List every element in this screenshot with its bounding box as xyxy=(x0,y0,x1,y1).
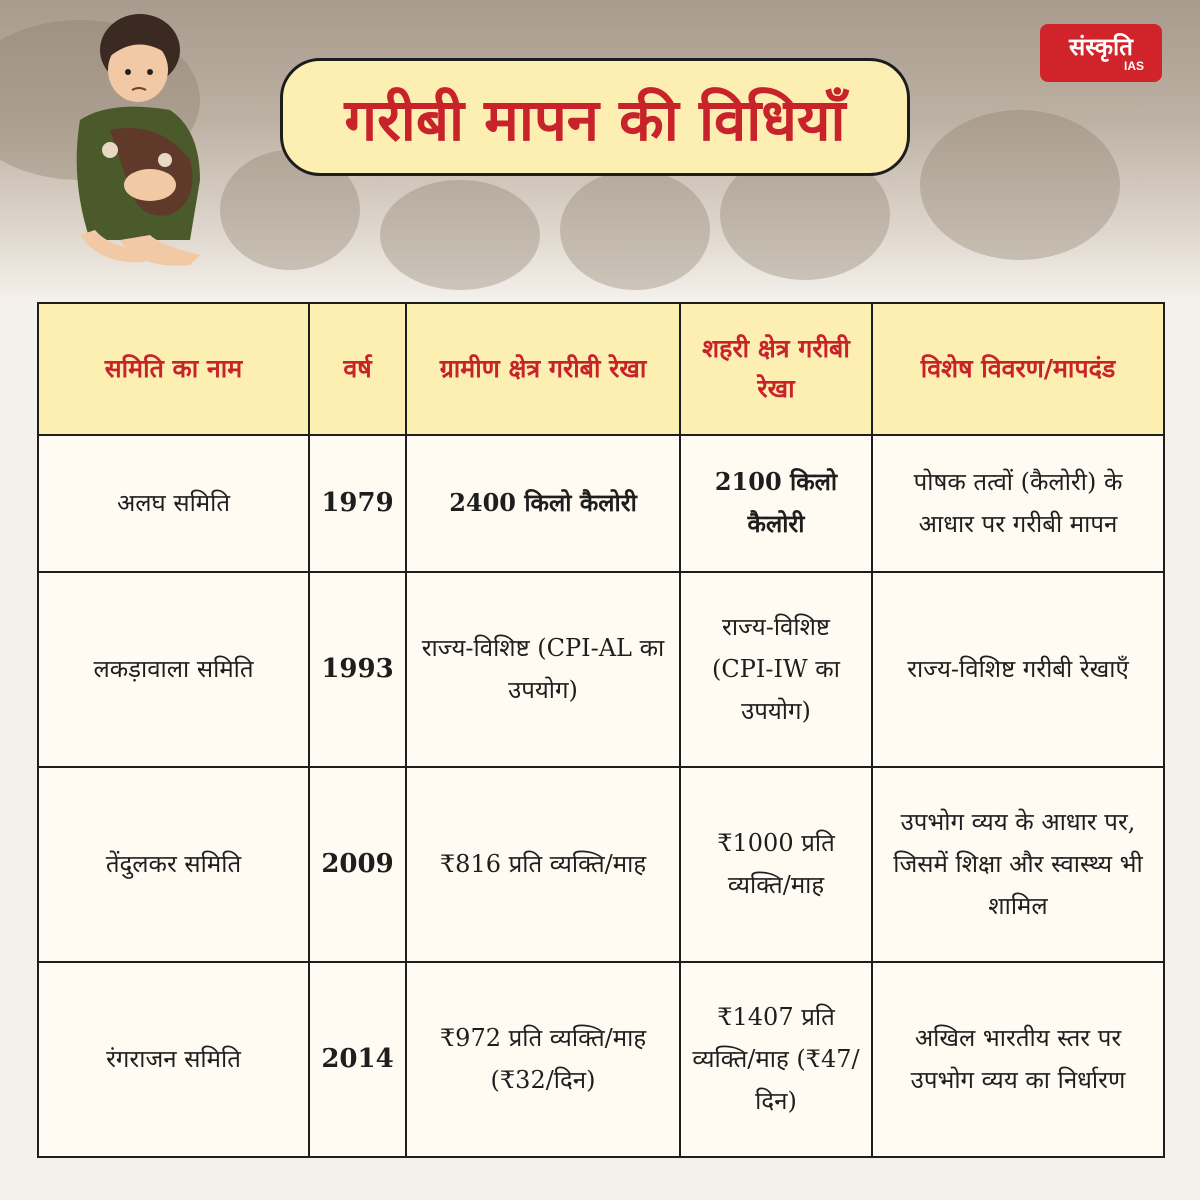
rural-line: ₹972 प्रति व्यक्ति/माह (₹32/दिन) xyxy=(406,962,680,1157)
header-rural-line: ग्रामीण क्षेत्र गरीबी रेखा xyxy=(406,303,680,435)
header-committee-name: समिति का नाम xyxy=(38,303,309,435)
rural-line: ₹816 प्रति व्यक्ति/माह xyxy=(406,767,680,962)
urban-line: राज्य-विशिष्ट (CPI-IW का उपयोग) xyxy=(680,572,872,767)
urban-line: 2100 किलो कैलोरी xyxy=(680,435,872,572)
committee-name: तेंदुलकर समिति xyxy=(38,767,309,962)
table-header-row xyxy=(38,303,1164,435)
header-year: वर्ष xyxy=(309,303,406,435)
brand-logo xyxy=(1040,24,1162,82)
details: उपभोग व्यय के आधार पर, जिसमें शिक्षा और स्वास्थ्य भी शामिल xyxy=(872,767,1164,962)
brand-sub: IAS xyxy=(1123,59,1144,73)
table-row xyxy=(38,435,1164,572)
details: पोषक तत्वों (कैलोरी) के आधार पर गरीबी मापन xyxy=(872,435,1164,572)
header-details: विशेष विवरण/मापदंड xyxy=(872,303,1164,435)
table-row xyxy=(38,572,1164,767)
committee-table xyxy=(37,302,1165,1158)
header-urban-line: शहरी क्षेत्र गरीबी रेखा xyxy=(680,303,872,435)
committee-name: लकड़ावाला समिति xyxy=(38,572,309,767)
committee-year: 1993 xyxy=(309,572,406,767)
table-row xyxy=(38,962,1164,1157)
title-banner xyxy=(280,58,910,176)
committee-name: रंगराजन समिति xyxy=(38,962,309,1157)
page-title: गरीबी मापन की विधियाँ xyxy=(344,85,846,154)
committee-year: 1979 xyxy=(309,435,406,572)
rural-line: राज्य-विशिष्ट (CPI-AL का उपयोग) xyxy=(406,572,680,767)
urban-line: ₹1407 प्रति व्यक्ति/माह (₹47/दिन) xyxy=(680,962,872,1157)
sad-child-illustration xyxy=(50,10,225,280)
committee-name: अलघ समिति xyxy=(38,435,309,572)
committee-year: 2009 xyxy=(309,767,406,962)
urban-line: ₹1000 प्रति व्यक्ति/माह xyxy=(680,767,872,962)
brand-name: संस्कृति xyxy=(1069,33,1133,61)
table-row xyxy=(38,767,1164,962)
rural-line: 2400 किलो कैलोरी xyxy=(406,435,680,572)
committee-year: 2014 xyxy=(309,962,406,1157)
details: अखिल भारतीय स्तर पर उपभोग व्यय का निर्धारण xyxy=(872,962,1164,1157)
details: राज्य-विशिष्ट गरीबी रेखाएँ xyxy=(872,572,1164,767)
